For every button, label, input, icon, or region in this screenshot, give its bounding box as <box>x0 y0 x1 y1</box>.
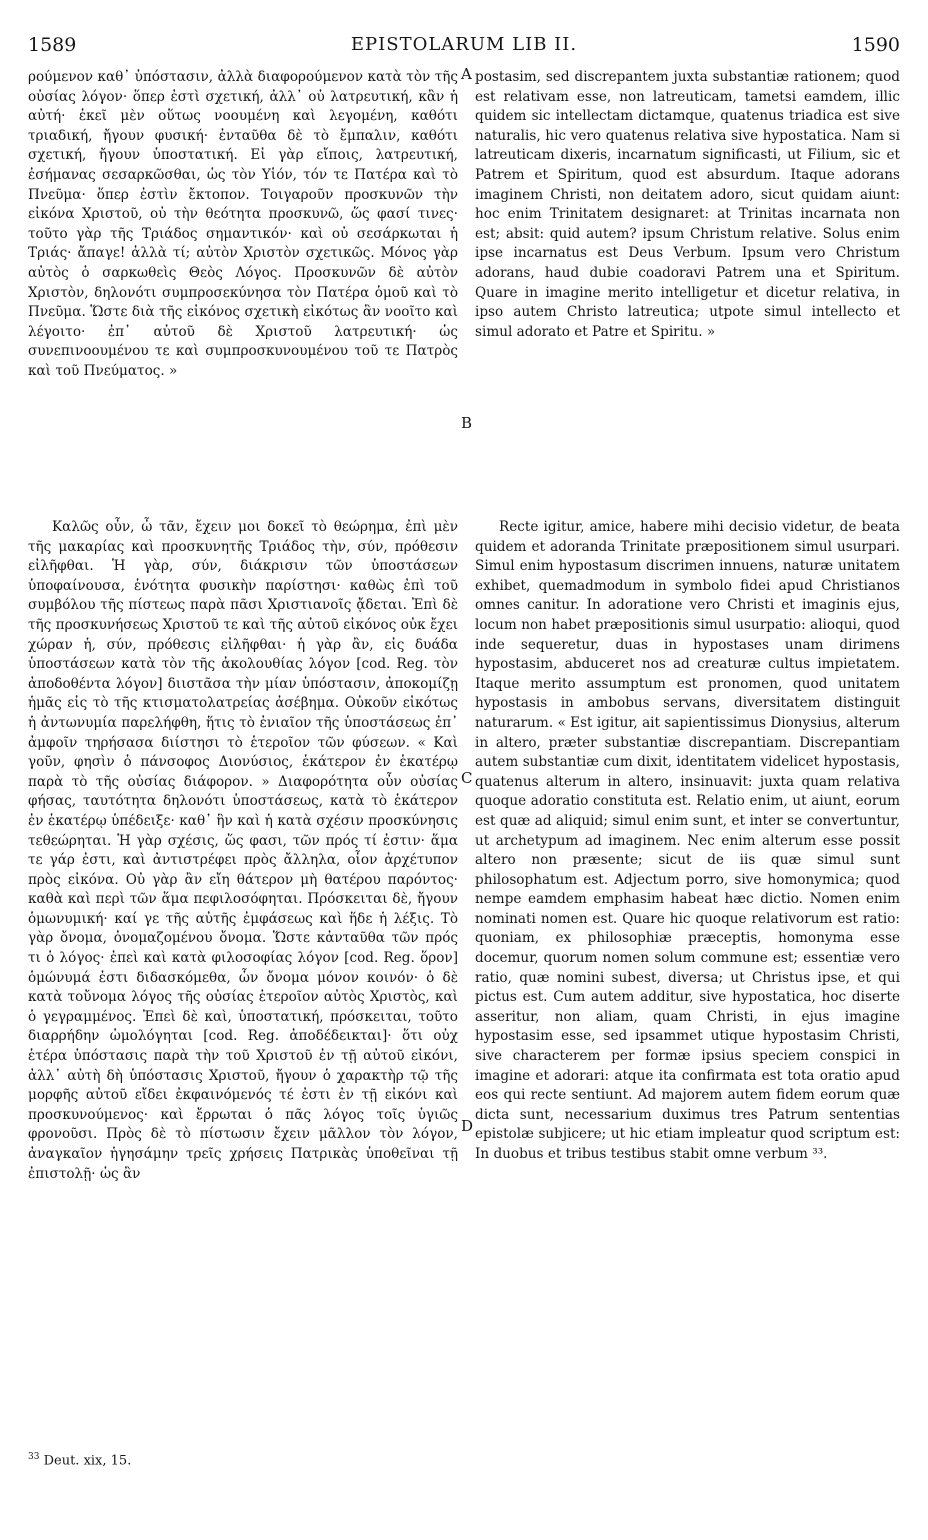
greek-column-block-2 <box>28 518 458 1184</box>
latin-paragraph: postasim, sed discrepantem juxta substantiæ rationem; quod est relativam esse, non latreuticam, tametsi eamdem, illic quidem sic intellectam dictamque, quatenus triadica est sive naturalis, hic vero quatenus relativa sive hypostatica. Nam si latreuticam dixeris, incarnatum significasti, ut Filium, sic et Patrem et Spiritum, quod est absurdum. Itaque adorans imaginem Christi, non deitatem adoro, sicut quidam aiunt: hoc enim Trinitatem designaret: at Trinitas incarnata non est; absit: quid autem? ipsum Christum relative. Solus enim ipse incarnatus est Deus Verbum. Ipsum vero Christum adorans, haud dubie coadoravi Patrem una et Spiritum. Quare in imagine merito intelligetur et dicetur relativa, in ipso autem Christo latreutica; utpote simul intellecto et simul adorato et Patre et Spiritu. » <box>475 69 900 340</box>
latin-paragraph: Recte igitur, amice, habere mihi decisio videtur, de beata quidem et adoranda Trinitate præpositionem simul usurpari. Simul enim hypostasum discrimen innuens, naturæ unitatem exhibet, quemadmodum in symbolo fidei apud Christianos omnes canitur. In adoratione vero Christi et imaginis ejus, locum non habet præpositionis simul usurpatio: alioqui, quod inde sequeretur, duas in hypostases unam dirimens hypostasim, abduceret nos ad creaturæ cultus impietatem. Itaque merito assumptum est pronomen, quod unitatem hypostasis in ambobus servans, diversitatem distinguit naturarum. « Est igitur, ait sapientissimus Dionysius, alterum in altero, præter substantiæ discrepantiam. Discrepantiam autem substantiæ cum dixit, identitatem videlicet hypostasis, quatenus alterum in altero, insinuavit: juxta quam relativa quoque adoratio constituta est. Relatio enim, ut aiunt, eorum est quæ ad aliquid; simul enim sunt, et inter se convertuntur, ut archetypum ad imaginem. Nec enim alterum esse possit altero non præsente; sicut de iis quæ simul sunt philosophatum est. Adjectum porro, sive homonymica; quod nempe eamdem emphasim habeat hæc dictio. Nomen enim nominati nomen est. Quare hic quoque relativorum est ratio: quoniam, ex philosophiæ præceptis, homonyma esse docemur, quorum nomen solum commune est; essentiæ vero ratio, quæ nomini subest, diversa; ut Christus ipse, et qui pictus est. Cum autem additur, sive hypostatica, hoc diserte asseritur, non aliam, quam Christi, in ejus imagine hypostasim esse, sed ipsammet utique hypostasim Christi, sive characterem per formæ ipsius speciem conspici in imagine et adorari: atque ita confirmata est tota oratio apud eos qui recte sentiunt. Ad majorem autem fidem eorum quæ dicta sunt, necessarium duximus tres Patrum sententias epistolæ subjicere; ut hic etiam impleatur quod scriptum est: In duobus et tribus testibus stabit omne verbum ³³. <box>475 519 900 1162</box>
margin-marker-d: D <box>461 1117 474 1135</box>
footnote <box>28 1452 131 1468</box>
page-number-left: 1589 <box>28 34 77 56</box>
greek-paragraph: ρούμενον καθ᾽ ὑπόστασιν, ἀλλὰ διαφορούμενον κατὰ τὸν τῆς οὐσίας λόγον· ὅπερ ἐστὶ σχετική, ἀλλ᾽ οὐ λατρευτική, κἂν ἡ αὐτή· ἐκεῖ μὲν οὕτως νοουμένη καὶ λεγομένη, καθότι τριαδική, ἤγουν φυσική· ἐνταῦθα δὲ τὸ ἔμπαλιν, καθότι σχετική, ἤγουν ὑποστατική. Εἰ γὰρ εἴποις, λατρευτική, ἐσήμανας σεσαρκῶσθαι, ὡς τὸν Υἱόν, τόν τε Πατέρα καὶ τὸ Πνεῦμα· ὅπερ ἐστὶν ἔκτοπον. Τοιγαροῦν προσκυνῶν τὴν εἰκόνα Χριστοῦ, οὐ τὴν θεότητα προσκυνῶ, ὥς φασί τινες· τοῦτο γὰρ τῆς Τριάδος σημαντικόν· καὶ οὐ σεσάρκωται ἡ Τριάς· ἄπαγε! ἀλλὰ τί; αὐτὸν Χριστὸν σχετικῶς. Μόνος γὰρ αὐτὸς ὁ σαρκωθεὶς Θεὸς Λόγος. Προσκυνῶν δὲ αὐτὸν Χριστὸν, δηλονότι συμπροσεκύνησα τὸν Πατέρα ὁμοῦ καὶ τὸ Πνεῦμα. Ὥστε διὰ τῆς εἰκόνος σχετικὴ εἰκότως ἂν νοοῖτο καὶ λέγοιτο· ἐπ᾽ αὐτοῦ δὲ Χριστοῦ λατρευτική· ὡς συνεπινοουμένου τε καὶ συμπροσκυνουμένου τοῦ τε Πατρὸς καὶ τοῦ Πνεύματος. » <box>28 69 458 379</box>
page-number-right: 1590 <box>851 34 900 56</box>
margin-marker-c: C <box>461 769 473 787</box>
footnote-text: Deut. xix, 15. <box>43 1453 132 1469</box>
latin-column-block-2 <box>475 518 900 1165</box>
margin-marker-a: A <box>461 65 472 83</box>
footnote-number: 33 <box>28 1452 40 1462</box>
running-title: EPISTOLARUM LIB II. <box>350 34 578 55</box>
margin-marker-b: B <box>461 414 473 432</box>
latin-column-block-1 <box>475 68 900 342</box>
greek-paragraph: Καλῶς οὖν, ὦ τᾶν, ἔχειν μοι δοκεῖ τὸ θεώρημα, ἐπὶ μὲν τῆς μακαρίας καὶ προσκυνητῆς Τριάδος τὴν, σύν, πρόθεσιν εἰλῆφθαι. Ἡ γὰρ, σύν, διάκρισιν τῶν ὑποστάσεων ὑποφαίνουσα, ἑνότητα φυσικὴν παρίστησι· καθὼς ἐπὶ τοῦ συμβόλου τῆς πίστεως παρὰ πᾶσι Χριστιανοῖς ᾄδεται. Ἐπὶ δὲ τῆς προσκυνήσεως Χριστοῦ τε καὶ τῆς αὐτοῦ εἰκόνος οὐκ ἔχει χώραν ἡ, σύν, πρόθεσις εἰλῆφθαι· ἡ γὰρ ἂν, εἰς δυάδα ὑποστάσεων κατὰ τὸν τῆς ἀκολουθίας λόγον [cod. Reg. τὸν ἀποδοθέντα λόγον] διιστᾶσα τὴν μίαν ὑπόστασιν, ἀποκομίζῃ ἡμᾶς εἰς τὸ τῆς κτισματολατρείας ἀσέβημα. Οὐκοῦν εἰκότως ἡ ἀντωνυμία παρελήφθη, ἥτις τὸ ἑνιαῖον τῆς ὑποστάσεως ἐπ᾽ ἀμφοῖν τηρήσασα διίστησι τὸ ἑτεροῖον τῶν φύσεων. « Καὶ γοῦν, φησὶν ὁ πάνσοφος Διονύσιος, ἑκάτερον ἐν ἑκατέρῳ παρὰ τὸ τῆς οὐσίας διάφορον. » Διαφορότητα οὖν οὐσίας φήσας, ταυτότητα δηλονότι ὑποστάσεως, κατὰ τὸ ἑκάτερον ἐν ἑκατέρῳ ὑπέδειξε· καθ᾽ ἣν καὶ ἡ κατὰ σχέσιν προσκύνησις τεθεώρηται. Ἡ γὰρ σχέσις, ὥς φασι, τῶν πρός τί ἐστιν· ἅμα τε γάρ ἐστι, καὶ ἀντιστρέφει πρὸς ἄλληλα, οἷον ἀρχέτυπον πρὸς εἰκόνα. Οὐ γὰρ ἂν εἴη θάτερον μὴ θατέρου παρόντος· καθὰ καὶ περὶ τῶν ἅμα πεφιλοσόφηται. Πρόσκειται δὲ, ἤγουν ὁμωνυμική· καί γε τῆς αὐτῆς ἐμφάσεως καὶ ἥδε ἡ λέξις. Τὸ γὰρ ὄνομα, ὀνομαζομένου ὄνομα. Ὥστε κἀνταῦθα τῶν πρός τι ὁ λόγος· ἐπεὶ καὶ κατὰ φιλοσοφίας λόγον [cod. Reg. ὅρον] ὁμώνυμά ἐστι διδασκόμεθα, ὧν ὄνομα μόνον κοινόν· ὁ δὲ κατὰ τοὔνομα λόγος τῆς οὐσίας ἑτεροῖον αὐτὸς Χριστὸς, καὶ ὁ γεγραμμένος. Ἐπεὶ δὲ καὶ, ὑποστατική, πρόσκειται, τοῦτο διαρρήδην ὡμολόγηται [cod. Reg. ἀποδέδεικται]· ὅτι οὐχ ἑτέρα ὑπόστασις παρὰ τὴν τοῦ Χριστοῦ ἐν τῇ αὐτοῦ εἰκόνι, ἀλλ᾽ αὐτὴ δὴ ὑπόστασις Χριστοῦ, ἤγουν ὁ χαρακτὴρ τῷ τῆς μορφῆς αὐτοῦ εἴδει ἐκφαινόμενός τέ ἐστι ἐν τῇ εἰκόνι καὶ προσκυνούμενος· καὶ ἔρρωται ὁ πᾶς λόγος τοῖς ὑγιῶς φρονοῦσι. Πρὸς δὲ τὸ πίστωσιν ἔχειν μᾶλλον τὸν λόγον, ἀναγκαῖον ἡγησάμην τρεῖς χρήσεις Πατρικὰς ὑποθεῖναι τῇ ἐπιστολῇ· ὡς ἂν <box>28 519 458 1182</box>
greek-column-block-1 <box>28 68 458 382</box>
page-header <box>28 34 900 60</box>
